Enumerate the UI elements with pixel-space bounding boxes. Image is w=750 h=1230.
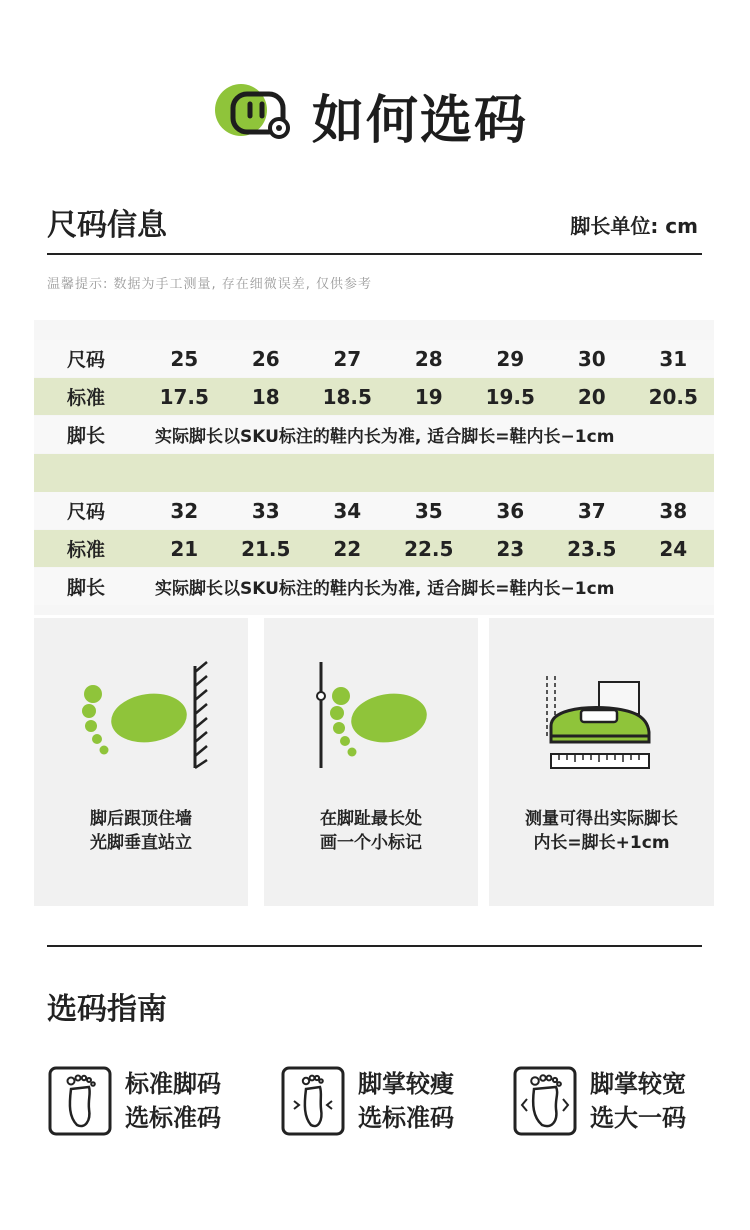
standard-cell: 24	[659, 536, 688, 561]
card-line: 脚后跟顶住墙	[90, 809, 192, 829]
page-title: 如何选码	[312, 91, 529, 151]
card-line: 画一个小标记	[320, 833, 422, 853]
shoe-ruler-icon	[539, 656, 679, 776]
size-cell: 26	[251, 346, 280, 371]
standard-cell: 18.5	[322, 384, 372, 409]
foot-length-note: 实际脚长以SKU标注的鞋内长为准, 适合脚长=鞋内长−1cm	[155, 427, 615, 447]
guide-line: 脚掌较宽	[590, 1070, 686, 1098]
size-cell: 37	[577, 498, 606, 523]
standard-cell: 23.5	[567, 536, 617, 561]
standard-cell: 21	[170, 536, 199, 561]
standard-label: 标准	[67, 539, 106, 561]
divider	[47, 945, 702, 947]
foot-length-label: 脚长	[67, 577, 106, 599]
standard-cell: 18	[251, 384, 280, 409]
size-cell: 25	[170, 346, 199, 371]
table-separator	[34, 454, 714, 492]
size-cell: 32	[170, 498, 199, 523]
narrow-foot-icon	[280, 1065, 346, 1137]
size-cell: 30	[577, 346, 606, 371]
guide-line: 脚掌较瘦	[358, 1070, 454, 1098]
size-cell: 33	[251, 498, 280, 523]
guide-item	[512, 1064, 686, 1138]
measure-step-card	[34, 618, 248, 906]
card-line: 测量可得出实际脚长	[525, 809, 678, 829]
measure-step-card	[264, 618, 478, 906]
size-info-title: 尺码信息	[47, 208, 167, 243]
size-label: 尺码	[67, 501, 106, 523]
standard-cell: 23	[496, 536, 525, 561]
foot-length-row	[34, 568, 714, 605]
size-cell: 31	[659, 346, 688, 371]
standard-cell: 20	[577, 384, 606, 409]
size-cell: 38	[659, 498, 688, 523]
guide-line: 选大一码	[590, 1104, 686, 1132]
measurement-tip: 温馨提示: 数据为手工测量, 存在细微误差, 仅供参考	[47, 277, 373, 292]
standard-cell: 17.5	[159, 384, 209, 409]
size-cell: 36	[496, 498, 525, 523]
measure-step-card	[489, 618, 714, 906]
divider	[47, 253, 702, 255]
standard-row	[34, 378, 714, 415]
card-line: 光脚垂直站立	[90, 833, 192, 853]
standard-label: 标准	[67, 387, 106, 409]
size-row	[34, 492, 714, 529]
standard-cell: 21.5	[241, 536, 291, 561]
size-cell: 29	[496, 346, 525, 371]
size-cell: 27	[333, 346, 362, 371]
standard-row	[34, 530, 714, 567]
card-line: 内长=脚长+1cm	[533, 833, 670, 853]
foot-against-wall-icon	[71, 656, 211, 776]
wide-foot-icon	[512, 1065, 578, 1137]
guide-line: 标准脚码	[125, 1070, 221, 1098]
foot-length-note: 实际脚长以SKU标注的鞋内长为准, 适合脚长=鞋内长−1cm	[155, 579, 615, 599]
unit-label: 脚长单位: cm	[570, 214, 698, 238]
size-cell: 35	[414, 498, 443, 523]
standard-cell: 20.5	[648, 384, 698, 409]
standard-cell: 22	[333, 536, 362, 561]
brand-logo-icon	[215, 82, 295, 144]
guide-item	[47, 1064, 221, 1138]
foot-toe-mark-icon	[301, 656, 441, 776]
guide-title: 选码指南	[47, 992, 167, 1027]
foot-length-row	[34, 416, 714, 453]
standard-foot-icon	[47, 1065, 113, 1137]
standard-cell: 19.5	[485, 384, 535, 409]
size-label: 尺码	[67, 349, 106, 371]
card-line: 在脚趾最长处	[320, 809, 422, 829]
standard-cell: 22.5	[404, 536, 454, 561]
standard-cell: 19	[414, 384, 443, 409]
foot-length-label: 脚长	[67, 425, 106, 447]
size-row	[34, 340, 714, 377]
size-cell: 28	[414, 346, 443, 371]
guide-item	[280, 1064, 454, 1138]
guide-line: 选标准码	[358, 1104, 454, 1132]
size-cell: 34	[333, 498, 362, 523]
guide-line: 选标准码	[125, 1104, 221, 1132]
